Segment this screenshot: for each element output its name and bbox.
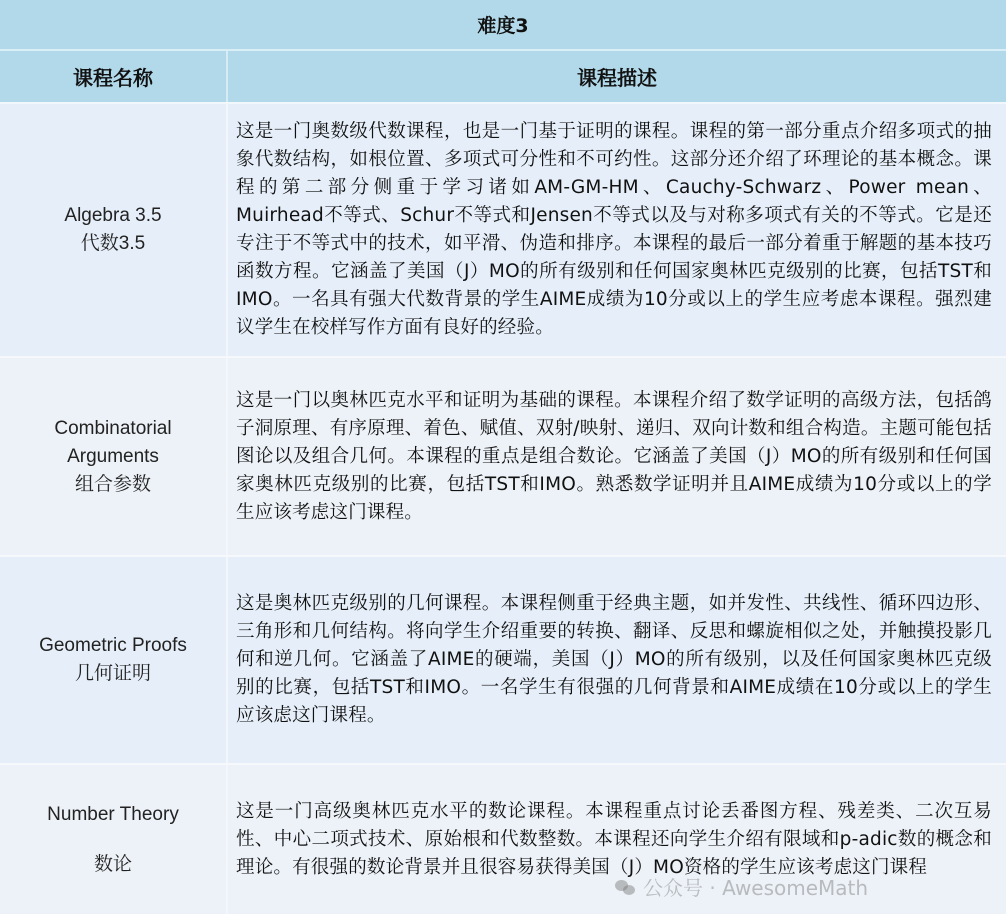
course-name-zh: 数论 [93,853,132,875]
course-name-cell [0,557,228,763]
course-description: 这是一门高级奥林匹克水平的数论课程。本课程重点讨论丢番图方程、残差类、二次互易性、中心二项式技术、原始根和代数整数。本课程还向学生介绍有限域和p-adic数的概念和理论。有很强的数论背景并且很容易获得美国（J）MO资格的学生应该考虑这门课程 [236,800,992,878]
table-header-row [0,51,1006,104]
watermark-text: 公众号 · AwesomeMath [643,876,869,900]
course-name-en: Combinatorial Arguments [54,417,172,467]
course-name-cell [0,358,228,555]
course-name-cell [0,104,228,356]
course-description-cell [228,557,1006,763]
course-name-zh: 组合参数 [74,473,151,495]
course-name-en: Number Theory [47,803,179,825]
course-name-zh: 几何证明 [74,663,151,684]
course-name-cell [0,765,228,914]
header-course-description: 课程描述 [577,66,657,90]
course-description: 这是一门奥数级代数课程，也是一门基于证明的课程。课程的第一部分重点介绍多项式的抽象代数结构，如根位置、多项式可分性和不可约性。这部分还介绍了环理论的基本概念。课程的第二部分侧重于学习诸如AM-GM-HM、Cauchy-Schwarz、Power mean、Muirhead不等式、Schur不等式和Jensen不等式以及与对称多项式有关的不等式。它是还专注于不等式中的技术，如平滑、伪造和排序。本课程的最后一部分着重于解题的基本技巧函数方程。它涵盖了美国（J）MO的所有级别和任何国家奥林匹克级别的比赛，包括TST和IMO。一名具有强大代数背景的学生AIME成绩为10分或以上的学生应考虑本课程。强烈建议学生在校样写作方面有良好的经验。 [236,121,992,338]
difficulty-title: 难度3 [477,15,529,37]
course-description: 这是一门以奥林匹克水平和证明为基础的课程。本课程介绍了数学证明的高级方法，包括鸽子洞原理、有序原理、着色、赋值、双射/映射、递归、双向计数和组合构造。主题可能包括图论以及组合几何。本课程的重点是组合数论。它涵盖了美国（J）MO的所有级别和任何国家奥林匹克级别的比赛，包括TST和IMO。熟悉数学证明并且AIME成绩为10分或以上的学生应该考虑这门课程。 [236,389,992,523]
header-course-name: 课程名称 [0,51,228,102]
table-row [0,358,1006,557]
course-description-cell [228,358,1006,555]
course-name-zh: 代数3.5 [80,233,146,254]
table-row [0,557,1006,765]
course-description: 这是奥林匹克级别的几何课程。本课程侧重于经典主题，如并发性、共线性、循环四边形、三角形和几何结构。将向学生介绍重要的转换、翻译、反思和螺旋相似之处，并触摸投影几何和逆几何。它涵盖了AIME的硬端，美国（J）MO的所有级别，以及任何国家奥林匹克级别的比赛，包括TST和IMO。一名学生有很强的几何背景和AIME成绩在10分或以上的学生应该虑这门课程。 [236,593,992,726]
table-row [0,765,1006,914]
course-description-cell [228,765,1006,914]
table-row [0,104,1006,358]
course-name-en: Algebra 3.5 [64,205,162,226]
course-name-en: Geometric Proofs [39,635,187,656]
table-title [0,0,1006,51]
course-description-cell [228,104,1006,356]
